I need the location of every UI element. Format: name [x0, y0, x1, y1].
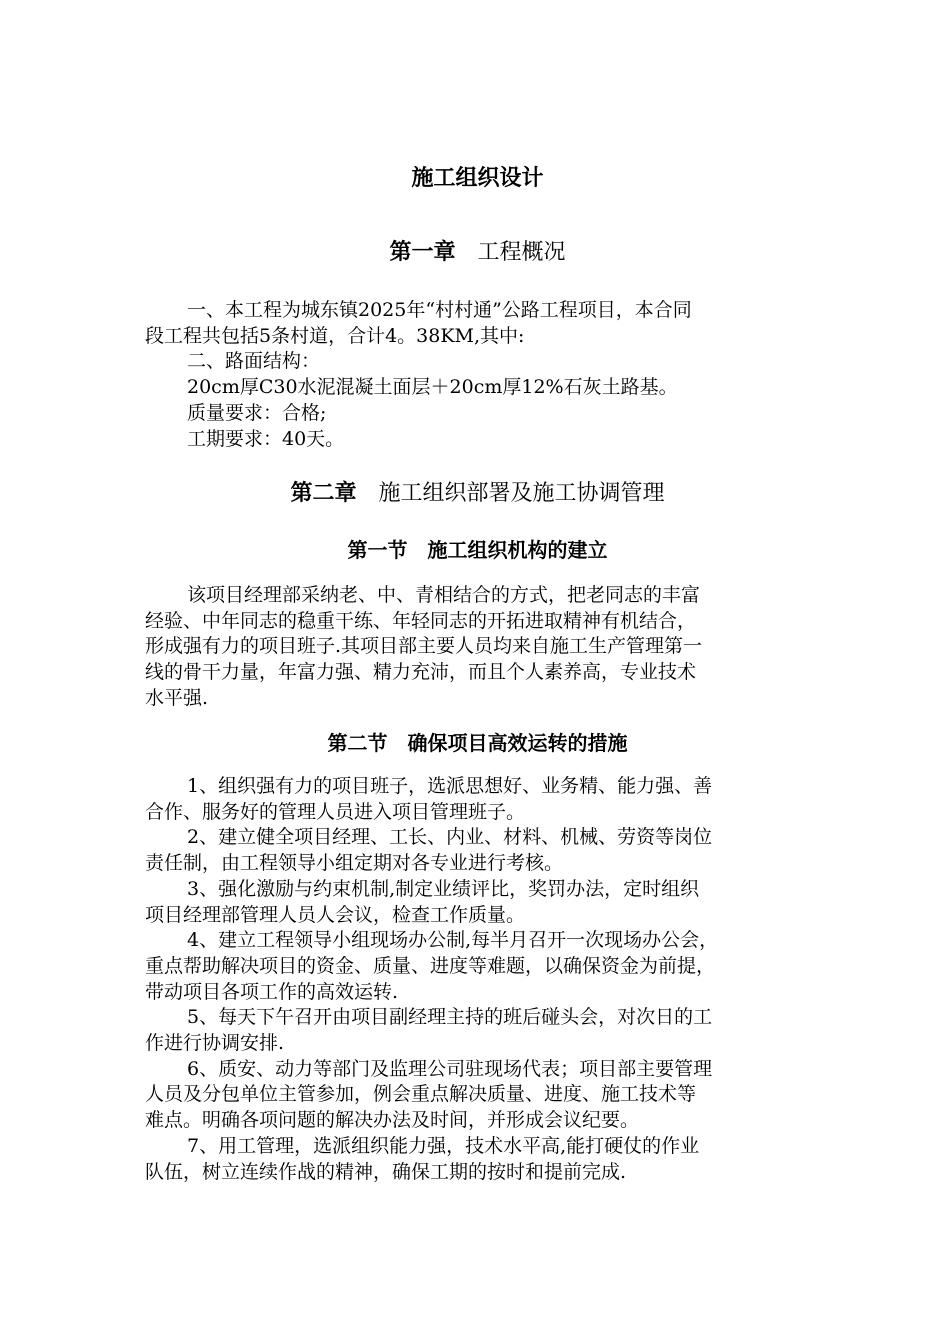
document-title: 施工组织设计 — [411, 165, 544, 191]
text-line: 重点帮助解决项目的资金、质量、进度等难题，以确保资金为前提， — [145, 954, 716, 977]
chapter-1-body — [145, 298, 810, 452]
text-line: 2、建立健全项目经理、工长、内业、材料、机械、劳资等岗位 — [187, 826, 713, 849]
text-line: 作进行协调安排. — [145, 1032, 285, 1055]
chapter-2-heading — [145, 475, 810, 512]
text-line: 水平强. — [145, 686, 209, 709]
section-2-body — [145, 774, 810, 1185]
text-line: 线的骨干力量，年富力强、精力充沛，而且个人素养高，专业技术 — [145, 661, 697, 684]
text-line: 5、每天下午召开由项目副经理主持的班后碰头会，对次日的工 — [187, 1006, 713, 1029]
text-line: 形成强有力的项目班子.其项目部主要人员均来自施工生产管理第一 — [145, 635, 703, 658]
chapter-2-title: 施工组织部署及施工协调管理 — [378, 481, 665, 506]
text-line: 20cm厚C30水泥混凝土面层＋20cm厚12%石灰土路基。 — [187, 376, 678, 399]
text-line: 一、本工程为城东镇2025年“村村通”公路工程项目，本合同 — [187, 299, 692, 321]
text-line: 质量要求：合格; — [187, 401, 327, 424]
text-line: 队伍，树立连续作战的精神，确保工期的按时和提前完成. — [145, 1160, 627, 1183]
text-line: 难点。明确各项问题的解决办法及时间，并形成会议纪要。 — [145, 1109, 640, 1132]
text-line: 6、质安、动力等部门及监理公司驻现场代表；项目部主要管理 — [187, 1057, 713, 1080]
chapter-1-number: 第一章 — [389, 239, 456, 265]
text-line: 该项目经理部采纳老、中、青相结合的方式，把老同志的丰富 — [187, 584, 701, 606]
text-line: 人员及分包单位主管参加，例会重点解决质量、进度、施工技术等 — [145, 1083, 697, 1106]
section-1-heading — [145, 534, 810, 566]
text-line: 项目经理部管理人员人会议，检查工作质量。 — [145, 903, 526, 926]
chapter-1-heading — [145, 234, 810, 271]
text-line: 二、路面结构： — [187, 350, 321, 373]
text-line: 责任制，由工程领导小组定期对各专业进行考核。 — [145, 852, 564, 875]
text-line: 合作、服务好的管理人员进入项目管理班子。 — [145, 800, 526, 823]
text-line: 3、强化激励与约束机制,制定业绩评比，奖罚办法，定时组织 — [187, 877, 700, 900]
text-line: 7、用工管理，选派组织能力强，技术水平高,能打硬仗的作业 — [187, 1134, 700, 1157]
section-2-title: 确保项目高效运转的措施 — [407, 731, 628, 755]
section-2-number: 第二节 — [327, 731, 388, 755]
text-line: 4、建立工程领导小组现场办公制,每半月召开一次现场办公会， — [187, 929, 719, 952]
text-line: 经验、中年同志的稳重干练、年轻同志的开拓进取精神有机结合， — [145, 609, 697, 632]
chapter-2-number: 第二章 — [290, 480, 357, 506]
section-1-number: 第一节 — [347, 538, 408, 562]
chapter-1-title: 工程概况 — [477, 240, 566, 265]
text-line: 段工程共包括5条村道，合计4。38KM,其中: — [145, 324, 525, 347]
text-line: 1、组织强有力的项目班子，选派思想好、业务精、能力强、善 — [187, 775, 713, 797]
section-1-body — [145, 583, 810, 712]
section-1-title: 施工组织机构的建立 — [427, 538, 608, 562]
text-line: 工期要求：40天。 — [187, 427, 345, 450]
text-line: 带动项目各项工作的高效运转. — [145, 980, 399, 1003]
section-2-heading — [145, 727, 810, 759]
